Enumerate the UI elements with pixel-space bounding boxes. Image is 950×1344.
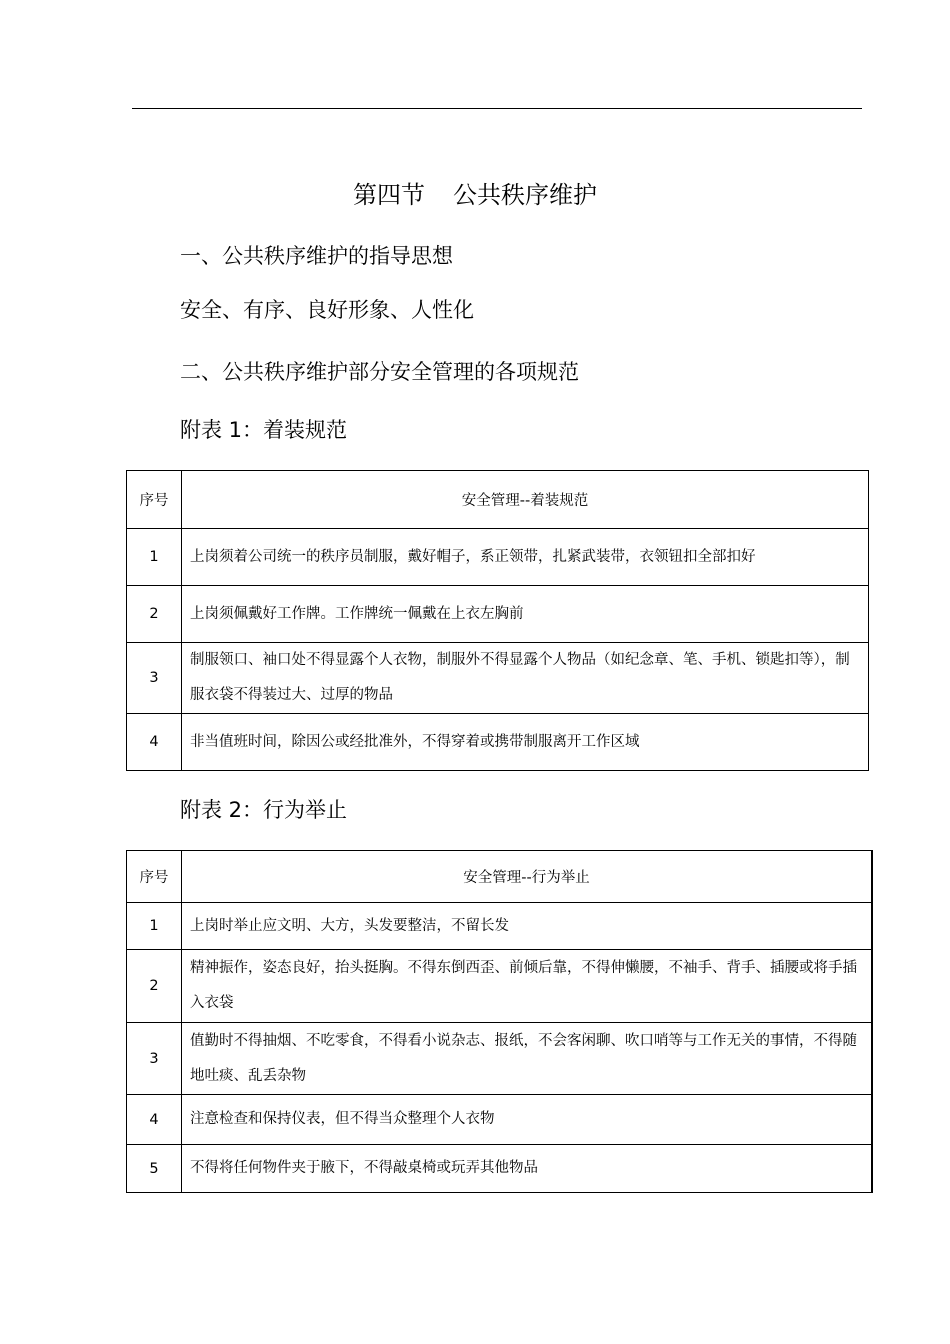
row-number: 2	[127, 950, 182, 1023]
table-row	[127, 903, 873, 950]
row-text: 不得将任何物件夹于腋下，不得敲桌椅或玩弄其他物品	[182, 1145, 873, 1193]
table-header-row	[127, 851, 873, 903]
row-number: 3	[127, 643, 182, 714]
table-row	[127, 586, 869, 643]
section-title-number: 第四节	[353, 181, 425, 209]
row-text: 注意检查和保持仪表，但不得当众整理个人衣物	[182, 1095, 873, 1145]
section-title	[0, 180, 950, 210]
dress-code-table	[126, 470, 869, 771]
appendix-2-title: 附表 2：行为举止	[180, 798, 348, 822]
table-header-row	[127, 471, 869, 529]
row-number: 3	[127, 1023, 182, 1095]
row-text: 非当值班时间，除因公或经批准外，不得穿着或携带制服离开工作区域	[182, 714, 869, 771]
heading-safety-norms: 二、公共秩序维护部分安全管理的各项规范	[180, 360, 579, 384]
heading-guiding-idea: 一、公共秩序维护的指导思想	[180, 244, 453, 268]
table-row	[127, 950, 873, 1023]
table-row	[127, 643, 869, 714]
row-text: 精神振作，姿态良好，抬头挺胸。不得东倒西歪、前倾后靠，不得伸懒腰，不袖手、背手、插腰或将手插入衣袋	[182, 950, 873, 1023]
column-header-title: 安全管理--着装规范	[182, 471, 869, 529]
table-row	[127, 529, 869, 586]
row-number: 5	[127, 1145, 182, 1193]
row-text: 制服领口、袖口处不得显露个人衣物，制服外不得显露个人物品（如纪念章、笔、手机、锁匙扣等），制服衣袋不得装过大、过厚的物品	[182, 643, 869, 714]
row-number: 1	[127, 529, 182, 586]
conduct-table	[126, 850, 873, 1193]
section-title-text: 公共秩序维护	[453, 181, 597, 209]
row-text: 上岗时举止应文明、大方，头发要整洁，不留长发	[182, 903, 873, 950]
header-rule	[132, 108, 862, 109]
row-text: 上岗须着公司统一的秩序员制服，戴好帽子，系正领带，扎紧武装带，衣领钮扣全部扣好	[182, 529, 869, 586]
table-row	[127, 1145, 873, 1193]
row-text: 上岗须佩戴好工作牌。工作牌统一佩戴在上衣左胸前	[182, 586, 869, 643]
row-text: 值勤时不得抽烟、不吃零食，不得看小说杂志、报纸，不会客闲聊、吹口哨等与工作无关的事情，不得随地吐痰、乱丢杂物	[182, 1023, 873, 1095]
column-header-number: 序号	[127, 851, 182, 903]
table-row	[127, 1023, 873, 1095]
appendix-1-title: 附表 1：着装规范	[180, 418, 348, 442]
column-header-number: 序号	[127, 471, 182, 529]
row-number: 4	[127, 714, 182, 771]
table-row	[127, 714, 869, 771]
row-number: 4	[127, 1095, 182, 1145]
row-number: 1	[127, 903, 182, 950]
table-row	[127, 1095, 873, 1145]
guiding-principles: 安全、有序、良好形象、人性化	[180, 298, 474, 322]
column-header-title: 安全管理--行为举止	[182, 851, 873, 903]
row-number: 2	[127, 586, 182, 643]
